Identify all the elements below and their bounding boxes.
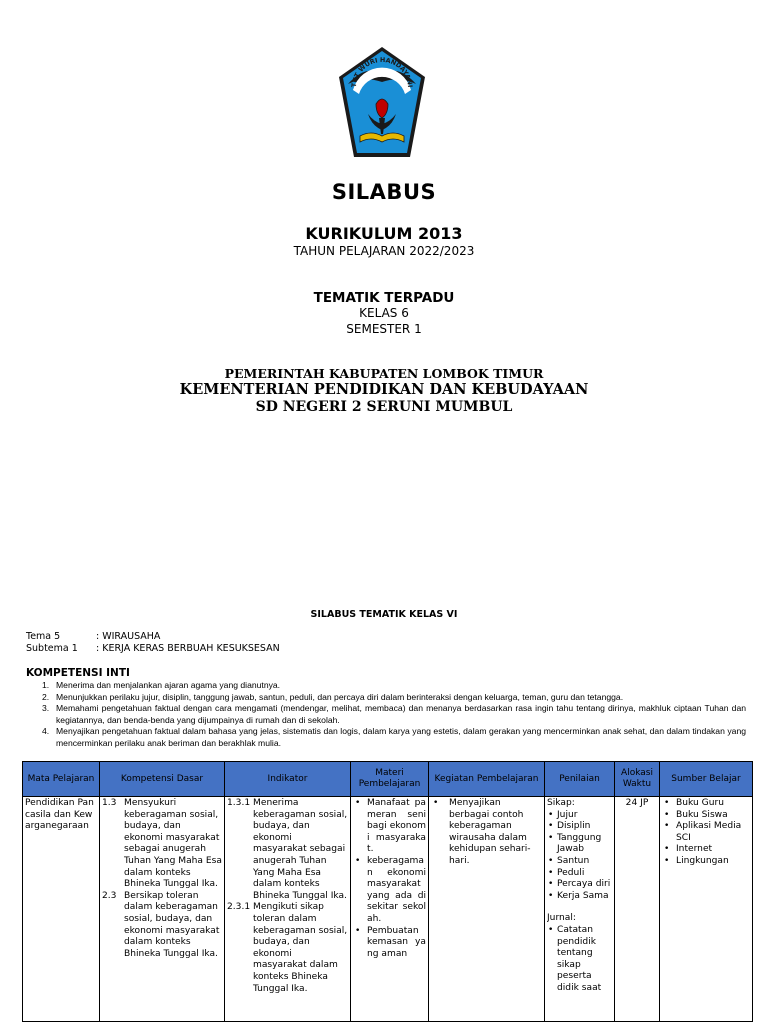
subtema-label: Subtema 1 bbox=[26, 643, 78, 654]
sikap-item: • Peduli bbox=[548, 867, 585, 878]
kurikulum-heading: KURIKULUM 2013 bbox=[305, 224, 463, 243]
indikator-item: 1.3.1 Menerima keberagaman sosial, budaya, dan ekonomi masyarakat sebagai anugerah Tuhan Yang Maha Esa dalam konteks Bhineka Tunggal Ika. bbox=[227, 798, 348, 901]
tut-wuri-handayani-logo bbox=[336, 44, 428, 162]
pemerintah-heading: PEMERINTAH KABUPATEN LOMBOK TIMUR bbox=[224, 366, 544, 381]
kd-item: 2.3 Bersikap toleran dalam keberagaman sosial, budaya, dan ekonomi masyarakat dalam konteks Bhineka Tunggal Ika. bbox=[102, 890, 220, 959]
semester-label: SEMESTER 1 bbox=[346, 322, 422, 336]
table-header-row bbox=[23, 762, 753, 797]
sikap-item: • Jujur bbox=[548, 809, 578, 820]
cell-mapel: Pendidikan Pancasila dan Kewarganegaraan bbox=[23, 797, 100, 1022]
tema-line bbox=[26, 631, 160, 642]
tema-value: : WIRAUSAHA bbox=[96, 631, 161, 642]
cell-materi bbox=[351, 797, 429, 1022]
col-header-materi: Materi Pembelajaran bbox=[351, 762, 429, 797]
sikap-item: • Santun bbox=[548, 855, 590, 866]
sumber-item: • Buku Guru bbox=[664, 798, 724, 808]
table-row bbox=[23, 797, 753, 1022]
subtema-value: : KERJA KERAS BERBUAH KESUKSESAN bbox=[96, 643, 280, 654]
ki-item: 2. Menunjukkan perilaku jujur, disiplin, tanggung jawab, santun, peduli, dan percaya diri dalam berinteraksi dengan keluarga, teman, guru dan tetangga. bbox=[42, 691, 624, 702]
cell-penilaian bbox=[545, 797, 615, 1022]
materi-item: • Manafaat pameran seni bagi ekonomi masyarakat. bbox=[355, 798, 426, 855]
jurnal-label: Jurnal: bbox=[547, 913, 576, 924]
sikap-item: • Kerja Sama bbox=[548, 890, 609, 901]
cell-kompetensi-dasar bbox=[100, 797, 225, 1022]
col-header-kd: Kompetensi Dasar bbox=[100, 762, 225, 797]
kompetensi-inti-list bbox=[40, 680, 746, 749]
sikap-item: • Percaya diri bbox=[548, 879, 611, 890]
document-title: SILABUS bbox=[331, 180, 437, 204]
materi-item: • Pembuatan kemasan yang aman bbox=[355, 925, 426, 959]
jurnal-item: • Catatan pendidik tentang sikap peserta didik saat bbox=[548, 924, 602, 993]
kementerian-heading: KEMENTERIAN PENDIDIKAN DAN KEBUDAYAAN bbox=[179, 381, 589, 398]
cell-alokasi: 24 JP bbox=[615, 797, 660, 1022]
materi-item: • keberagaman ekonomi masyarakat yang ada di sekitar sekolah. bbox=[355, 855, 426, 924]
kd-item: 1.3 Mensyukuri keberagaman sosial, budaya, dan ekonomi masyarakat sebagai anugerah Tuhan Yang Maha Esa dalam konteks Bhineka Tunggal Ika. bbox=[102, 798, 222, 890]
sikap-item: • Disiplin bbox=[548, 821, 591, 832]
school-name: SD NEGERI 2 SERUNI MUMBUL bbox=[255, 399, 513, 415]
silabus-subtitle: SILABUS TEMATIK KELAS VI bbox=[310, 609, 458, 620]
sumber-item: • Aplikasi Media SCI bbox=[664, 821, 742, 843]
silabus-table bbox=[22, 761, 753, 1022]
tema-label: Tema 5 bbox=[26, 631, 61, 642]
svg-text:TUT WURI HANDAYANI: TUT WURI HANDAYANI bbox=[349, 55, 415, 88]
col-header-penilaian: Penilaian bbox=[545, 762, 615, 797]
kelas-label: KELAS 6 bbox=[359, 306, 409, 320]
ki-item: 3. Memahami pengetahuan faktual dengan cara mengamati (mendengar, melihat, membaca) dan menanya berdasarkan rasa ingin tahu tentang dirinya, makhluk ciptaan Tuhan dan kegiatannya, dan benda-benda yang dijumpainya di rumah dan di sekolah. bbox=[42, 703, 746, 725]
ki-item: 4. Menyajikan pengetahuan faktual dalam bahasa yang jelas, sistematis dan logis, dalam karya yang estetis, dalam gerakan yang mencerminkan anak sehat, dan dalam tindakan yang mencerminkan perilaku anak beriman dan berakhlak mulia. bbox=[42, 726, 746, 748]
sumber-item: • Lingkungan bbox=[664, 855, 729, 866]
cell-sumber bbox=[660, 797, 753, 1022]
cell-indikator bbox=[225, 797, 351, 1022]
indikator-item: 2.3.1 Mengikuti sikap toleran dalam keberagaman sosial, budaya, dan ekonomi masyarakat dalam konteks Bhineka Tunggal Ika. bbox=[227, 902, 348, 994]
sumber-item: • Buku Siswa bbox=[664, 809, 728, 820]
tahun-pelajaran: TAHUN PELAJARAN 2022/2023 bbox=[293, 244, 475, 258]
sikap-label: Sikap: bbox=[547, 798, 575, 808]
subtema-line bbox=[26, 643, 280, 654]
col-header-indikator: Indikator bbox=[225, 762, 351, 797]
kegiatan-item: • Menyajikan berbagai contoh keberagaman wirausaha dalam kehidupan sehari-hari. bbox=[433, 798, 531, 866]
col-header-mapel: Mata Pelajaran bbox=[23, 762, 100, 797]
kompetensi-inti-heading: KOMPETENSI INTI bbox=[26, 667, 130, 679]
col-header-kegiatan: Kegiatan Pembelajaran bbox=[429, 762, 545, 797]
sikap-item: • Tanggung Jawab bbox=[548, 832, 602, 855]
col-header-sumber: Sumber Belajar bbox=[660, 762, 753, 797]
sumber-item: • Internet bbox=[664, 844, 713, 855]
cell-kegiatan bbox=[429, 797, 545, 1022]
col-header-alokasi: Alokasi Waktu bbox=[615, 762, 660, 797]
ki-item: 1. Menerima dan menjalankan ajaran agama yang dianutnya. bbox=[42, 680, 281, 690]
tematik-heading: TEMATIK TERPADU bbox=[313, 290, 455, 306]
